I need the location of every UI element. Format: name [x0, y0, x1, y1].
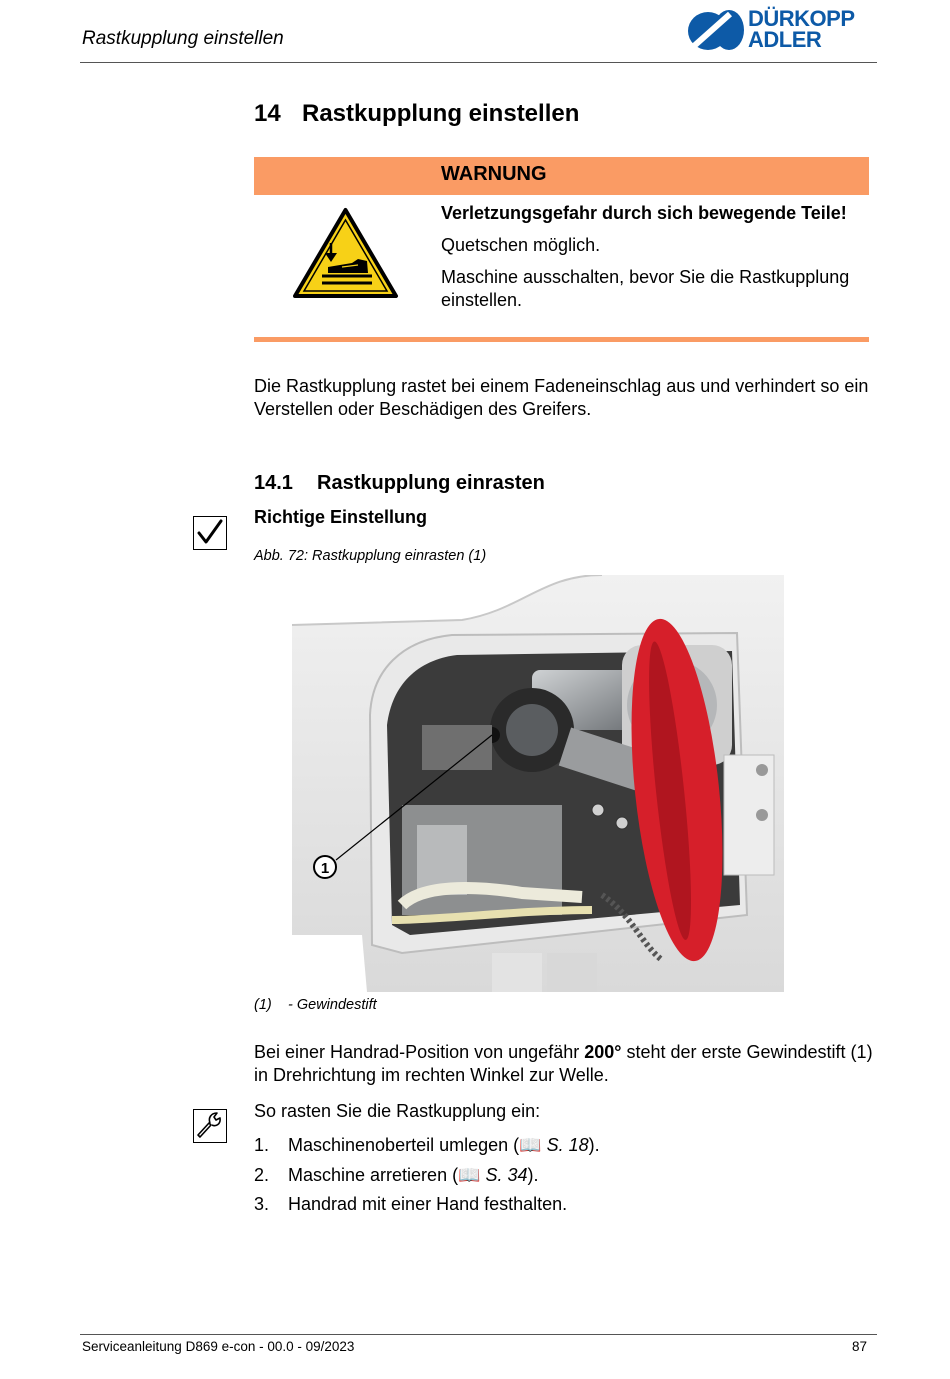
running-header: Rastkupplung einstellen — [82, 28, 284, 49]
durkopp-adler-logo — [686, 6, 876, 54]
section-title: Rastkupplung einrasten — [317, 472, 545, 494]
checkmark-icon — [193, 516, 227, 550]
section-heading — [254, 472, 545, 495]
header-divider — [80, 62, 877, 63]
list-item — [254, 1165, 539, 1186]
figure-legend — [254, 997, 377, 1013]
step-text: Maschinenoberteil umlegen ( — [288, 1135, 520, 1155]
chapter-number: 14 — [254, 100, 281, 127]
page-number: 87 — [852, 1339, 868, 1354]
subheading: Richtige Einstellung — [254, 507, 428, 527]
chapter-title: Rastkupplung einstellen — [302, 100, 580, 127]
list-item — [254, 1135, 600, 1156]
list-item — [254, 1194, 567, 1215]
book-icon: 📖 — [458, 1165, 481, 1185]
page-reference-link[interactable]: S. 18 — [546, 1135, 589, 1155]
body-paragraph — [254, 1041, 874, 1087]
warning-label: WARNUNG — [441, 163, 547, 185]
book-icon: 📖 — [519, 1135, 542, 1155]
machine-photo — [292, 575, 784, 992]
chapter-heading — [254, 100, 579, 128]
intro-paragraph: Die Rastkupplung rastet bei einem Fadeneinschlag aus und verhindert so ein Verstellen oder Beschädigen des Greifers. — [254, 376, 869, 419]
figure-caption: Abb. 72: Rastkupplung einrasten (1) — [254, 548, 487, 564]
step-end: ). — [527, 1165, 539, 1185]
step-text: Maschine arretieren ( — [288, 1165, 459, 1185]
brand-line-1: DÜRKOPP — [748, 6, 855, 31]
crush-hazard-warning-icon — [292, 207, 399, 299]
step-number: 3. — [254, 1194, 270, 1214]
step-end: ). — [588, 1135, 600, 1155]
logo-mark-icon — [686, 6, 746, 54]
footer-document-info: Serviceanleitung D869 e-con - 00.0 - 09/2023 — [82, 1339, 355, 1354]
body-before-bold: Bei einer Handrad-Position von ungefähr — [254, 1042, 585, 1062]
brand-line-2: ADLER — [748, 27, 822, 52]
step-text: Handrad mit einer Hand festhalten. — [288, 1194, 568, 1214]
warning-bar — [254, 157, 869, 195]
legend-text: - Gewindestift — [288, 997, 377, 1013]
footer-divider — [80, 1334, 877, 1335]
warning-bottom-rule — [254, 337, 869, 342]
warning-text — [441, 202, 871, 321]
step-number: 1. — [254, 1135, 270, 1155]
warning-line-2: Maschine ausschalten, bevor Sie die Rastkupplung einstellen. — [441, 267, 850, 310]
step-number: 2. — [254, 1165, 270, 1185]
callout-1-label: 1 — [320, 860, 330, 877]
page-reference-link[interactable]: S. 34 — [485, 1165, 528, 1185]
warning-heading: Verletzungsgefahr durch sich bewegende Teile! — [441, 203, 847, 223]
warning-line-1: Quetschen möglich. — [441, 235, 601, 255]
body-bold: 200° — [584, 1042, 622, 1062]
legend-number: (1) — [254, 997, 272, 1013]
procedure-intro: So rasten Sie die Rastkupplung ein: — [254, 1101, 541, 1121]
section-number: 14.1 — [254, 472, 293, 494]
body-after-bold: steht der erste Gewindestift (1) in Drehrichtung im rechten Winkel zur Welle. — [254, 1042, 873, 1085]
wrench-icon — [193, 1109, 227, 1143]
